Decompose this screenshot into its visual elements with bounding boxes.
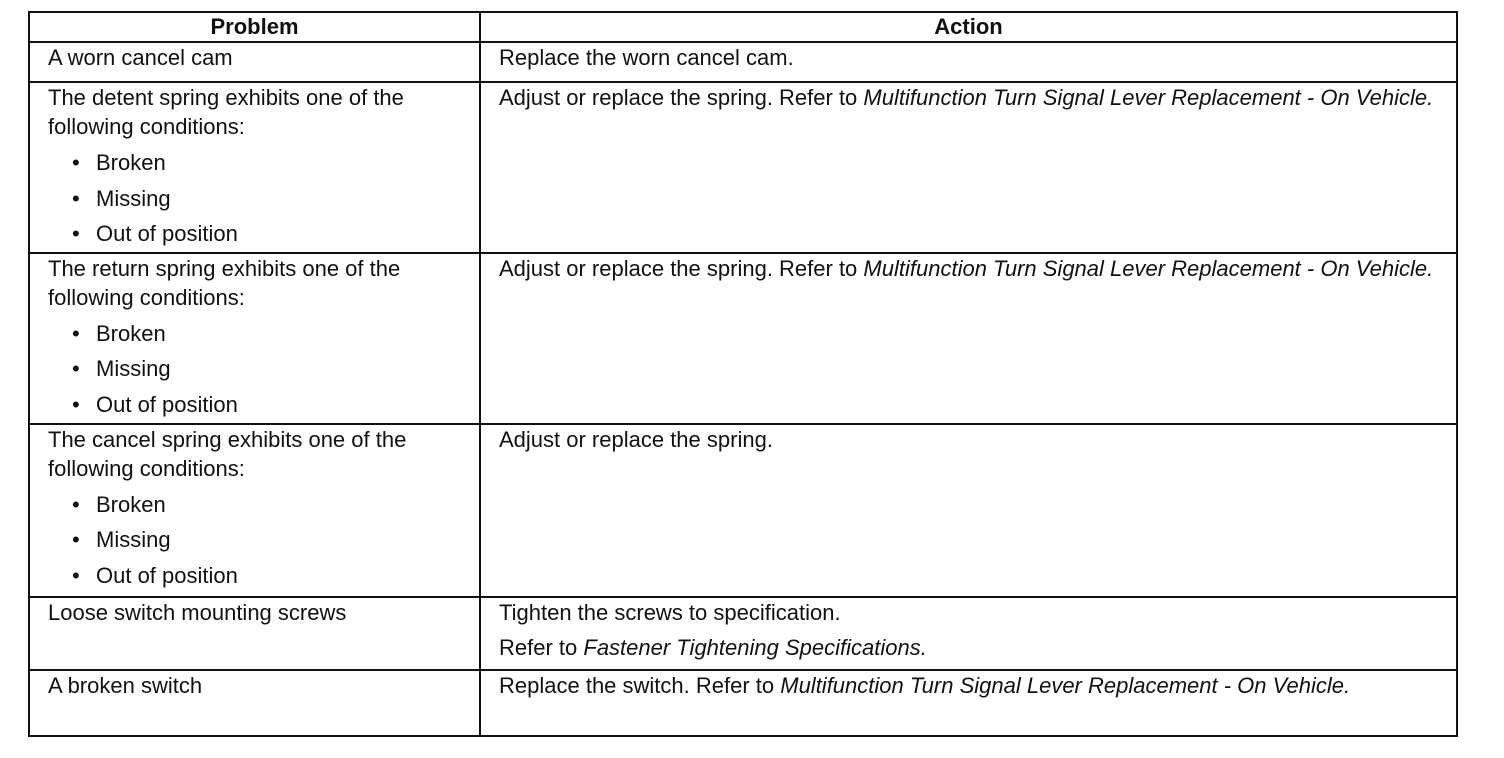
bullet-icon: • xyxy=(72,527,80,552)
bullet-icon: • xyxy=(72,491,80,517)
action-text: Adjust or replace the spring. Refer to xyxy=(499,85,864,110)
bullet-icon: • xyxy=(72,320,80,346)
action-cell xyxy=(480,597,1457,670)
column-header-action: Action xyxy=(480,12,1457,42)
reference-link[interactable]: Multifunction Turn Signal Lever Replacement - On Vehicle. xyxy=(780,672,1351,698)
table-row xyxy=(29,597,1457,670)
table-row xyxy=(29,424,1457,597)
action-text: Adjust or replace the spring. Refer to xyxy=(499,255,864,281)
bullet-icon: • xyxy=(72,221,80,246)
problem-cell xyxy=(29,42,480,82)
action-cell xyxy=(480,424,1457,597)
condition-text: Broken xyxy=(96,491,166,517)
problem-text: Loose switch mounting screws xyxy=(48,599,347,625)
problem-cell xyxy=(29,597,480,670)
action-text-line2 xyxy=(499,633,1446,662)
list-item xyxy=(72,487,469,523)
problem-cell xyxy=(29,670,480,736)
problem-text: A broken switch xyxy=(48,672,203,698)
action-text: Tighten the screws to specification. xyxy=(499,599,841,625)
table-row xyxy=(29,42,1457,82)
condition-text: Broken xyxy=(96,320,166,346)
problem-text: The detent spring exhibits one of the following conditions: xyxy=(48,85,404,139)
reference-link[interactable]: Fastener Tightening Specifications. xyxy=(583,634,927,660)
bullet-icon: • xyxy=(72,391,80,417)
bullet-icon: • xyxy=(72,185,80,211)
action-text: Replace the worn cancel cam. xyxy=(499,45,794,70)
problem-cell xyxy=(29,82,480,253)
table-row xyxy=(29,253,1457,424)
condition-list xyxy=(48,487,469,594)
list-item xyxy=(72,145,469,181)
table-header-row xyxy=(29,12,1457,42)
reference-link[interactable]: Multifunction Turn Signal Lever Replacement - On Vehicle. xyxy=(863,255,1434,281)
condition-text: Missing xyxy=(96,527,171,552)
problem-cell xyxy=(29,253,480,424)
problem-text: The return spring exhibits one of the following conditions: xyxy=(48,255,401,310)
action-text: Refer to xyxy=(499,634,584,660)
list-item xyxy=(72,387,469,423)
action-text: Replace the switch. Refer to xyxy=(499,672,781,698)
condition-text: Out of position xyxy=(96,221,238,246)
condition-text: Missing xyxy=(96,185,171,211)
condition-list xyxy=(48,316,469,423)
list-item xyxy=(72,558,469,594)
problem-cell xyxy=(29,424,480,597)
problem-text: A worn cancel cam xyxy=(48,45,233,70)
action-cell xyxy=(480,253,1457,424)
action-text: Adjust or replace the spring. xyxy=(499,426,773,452)
list-item xyxy=(72,351,469,387)
condition-text: Broken xyxy=(96,150,166,175)
reference-link[interactable]: Multifunction Turn Signal Lever Replacement - On Vehicle. xyxy=(863,85,1434,110)
condition-list xyxy=(48,145,469,252)
action-cell xyxy=(480,670,1457,736)
diagnostic-table xyxy=(28,11,1458,737)
list-item xyxy=(72,316,469,352)
list-item xyxy=(72,522,469,558)
condition-text: Out of position xyxy=(96,562,238,588)
condition-text: Out of position xyxy=(96,391,238,417)
bullet-icon: • xyxy=(72,562,80,588)
table-row xyxy=(29,670,1457,736)
condition-text: Missing xyxy=(96,356,171,381)
action-cell xyxy=(480,82,1457,253)
column-header-problem: Problem xyxy=(29,12,480,42)
list-item xyxy=(72,216,469,252)
bullet-icon: • xyxy=(72,356,80,381)
list-item xyxy=(72,181,469,217)
bullet-icon: • xyxy=(72,150,80,175)
table-row xyxy=(29,82,1457,253)
problem-text: The cancel spring exhibits one of the following conditions: xyxy=(48,426,407,481)
action-cell xyxy=(480,42,1457,82)
